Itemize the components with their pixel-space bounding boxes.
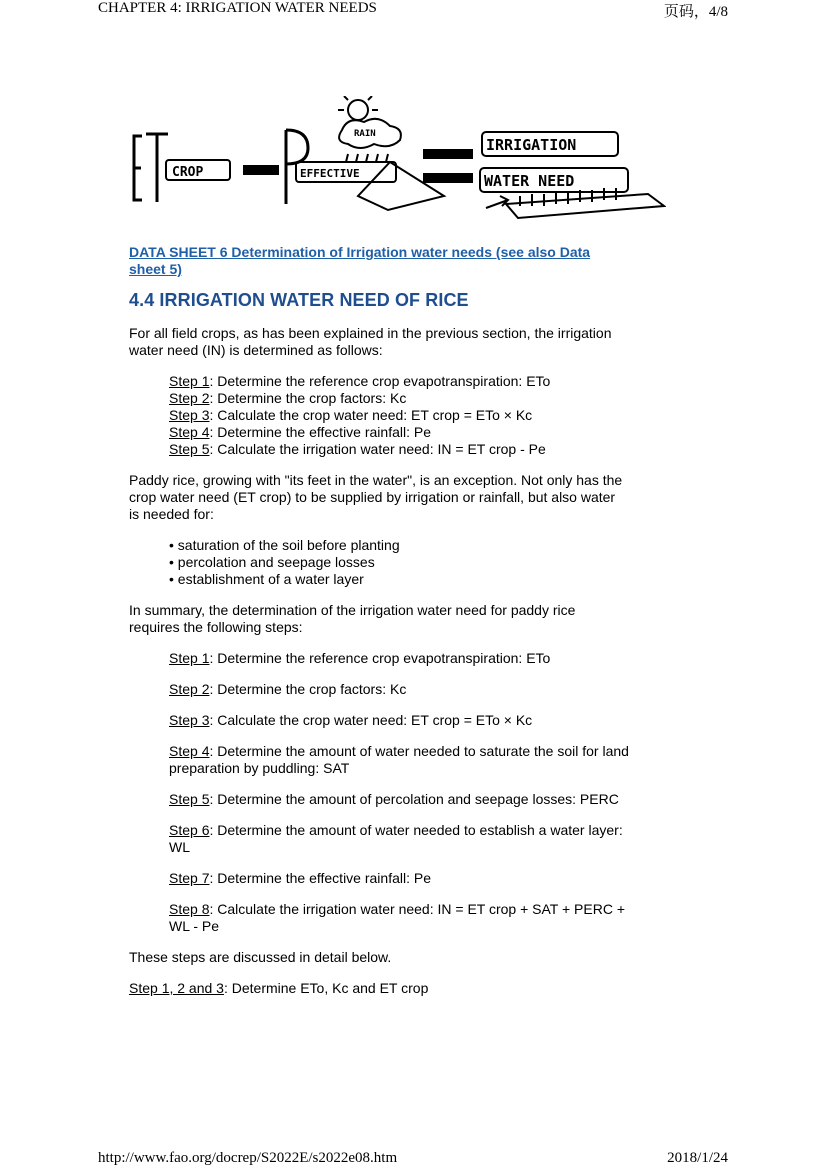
step-text: : Calculate the irrigation water need: IN = ET crop - Pe bbox=[209, 441, 546, 457]
data-sheet-link[interactable]: DATA SHEET 6 Determination of Irrigation water needs (see also Data sheet 5) bbox=[129, 244, 591, 277]
step-label: Step 5 bbox=[169, 441, 210, 457]
step-label: Step 8 bbox=[169, 901, 210, 917]
step-text: : Calculate the crop water need: ET crop = ETo × Kc bbox=[209, 712, 533, 728]
step-text: : Determine the crop factors: Kc bbox=[209, 390, 407, 406]
step-label: Step 1, 2 and 3 bbox=[129, 980, 224, 996]
step-label: Step 2 bbox=[169, 681, 210, 697]
paddy-bullet-list bbox=[169, 537, 629, 588]
step-label: Step 2 bbox=[169, 390, 210, 406]
banner-water-need: WATER NEED bbox=[484, 172, 575, 190]
list-item bbox=[169, 681, 629, 698]
list-item bbox=[169, 712, 629, 729]
list-item bbox=[169, 901, 629, 935]
banner-crop: CROP bbox=[172, 165, 204, 180]
list-item: • saturation of the soil before planting bbox=[169, 537, 629, 554]
footer-date: 2018/1/24 bbox=[667, 1150, 728, 1166]
step-text: : Determine the amount of water needed to establish a water layer: WL bbox=[169, 822, 623, 855]
list-item bbox=[169, 822, 629, 856]
step-text: : Calculate the irrigation water need: IN = ET crop + SAT + PERC + WL - Pe bbox=[169, 901, 626, 934]
step-label: Step 1 bbox=[169, 373, 210, 389]
list-item bbox=[169, 650, 629, 667]
rice-steps-list bbox=[169, 650, 629, 935]
banner-et: ET bbox=[128, 96, 130, 97]
general-steps-list bbox=[169, 373, 629, 458]
step-text: : Determine the crop factors: Kc bbox=[209, 681, 407, 697]
summary-paragraph: In summary, the determination of the irrigation water need for paddy rice requires the following steps: bbox=[129, 602, 576, 635]
step-text: : Determine the amount of percolation and seepage losses: PERC bbox=[209, 791, 619, 807]
list-item: • establishment of a water layer bbox=[169, 571, 629, 588]
list-item bbox=[169, 407, 629, 424]
header-chapter-title: CHAPTER 4: IRRIGATION WATER NEEDS bbox=[98, 0, 377, 16]
list-item bbox=[169, 791, 629, 808]
banner-illustration bbox=[128, 96, 666, 228]
step-label: Step 1 bbox=[169, 650, 210, 666]
list-item bbox=[169, 424, 629, 441]
section-title: 4.4 IRRIGATION WATER NEED OF RICE bbox=[129, 290, 469, 310]
step-text: : Determine the effective rainfall: Pe bbox=[209, 424, 432, 440]
step-label: Step 6 bbox=[169, 822, 210, 838]
banner-irrigation: IRRIGATION bbox=[486, 136, 577, 154]
step-label: Step 5 bbox=[169, 791, 210, 807]
step-text: : Calculate the crop water need: ET crop = ETo × Kc bbox=[209, 407, 533, 423]
step-text: : Determine ETo, Kc and ET crop bbox=[223, 980, 429, 996]
step-label: Step 4 bbox=[169, 743, 210, 759]
final-step-heading bbox=[129, 980, 629, 997]
header-page-number: 页码，4/8 bbox=[663, 4, 728, 20]
intro-paragraph: For all field crops, as has been explained in the previous section, the irrigation water need (IN) is determined as follows: bbox=[129, 325, 612, 358]
list-item: • percolation and seepage losses bbox=[169, 554, 629, 571]
paddy-paragraph: Paddy rice, growing with "its feet in the water", is an exception. Not only has the crop water need (ET crop) to be supplied by irrigation or rainfall, but also water is needed for: bbox=[129, 472, 623, 522]
list-item bbox=[169, 441, 629, 458]
list-item bbox=[169, 390, 629, 407]
step-label: Step 3 bbox=[169, 712, 210, 728]
step-label: Step 3 bbox=[169, 407, 210, 423]
footer-url: http://www.fao.org/docrep/S2022E/s2022e08.htm bbox=[98, 1150, 398, 1166]
step-label: Step 7 bbox=[169, 870, 210, 886]
list-item bbox=[169, 373, 629, 390]
list-item bbox=[169, 743, 629, 777]
banner-effective: EFFECTIVE bbox=[300, 167, 360, 180]
banner-rain: RAIN bbox=[354, 129, 376, 139]
step-text: : Determine the effective rainfall: Pe bbox=[209, 870, 432, 886]
list-item bbox=[169, 870, 629, 887]
step-text: : Determine the reference crop evapotranspiration: ETo bbox=[209, 373, 551, 389]
step-text: : Determine the reference crop evapotranspiration: ETo bbox=[209, 650, 551, 666]
step-label: Step 4 bbox=[169, 424, 210, 440]
discussed-paragraph: These steps are discussed in detail below. bbox=[129, 949, 392, 965]
step-text: : Determine the amount of water needed to saturate the soil for land preparation by puddling: SAT bbox=[169, 743, 629, 776]
